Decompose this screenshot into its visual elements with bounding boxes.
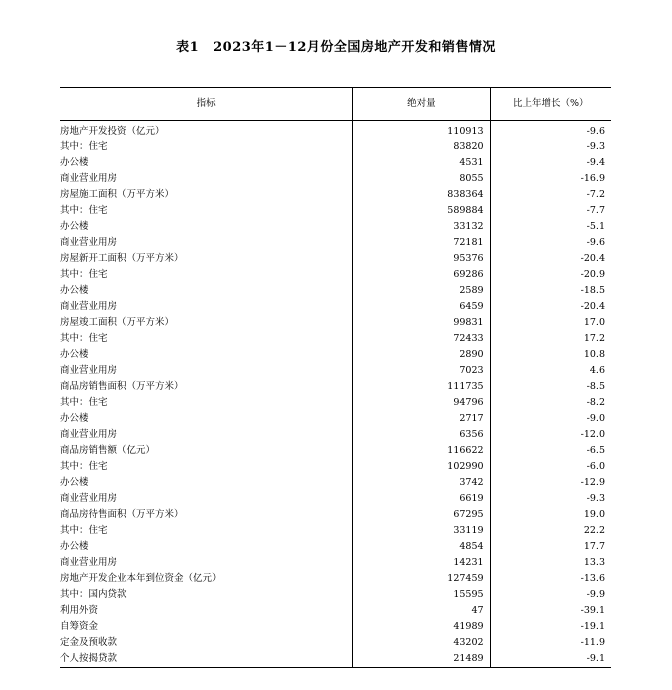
- table-row: [60, 139, 611, 155]
- growth-cell: 4.6: [589, 365, 605, 377]
- table-title: [0, 36, 672, 55]
- indicator-cell: 办公楼: [60, 347, 353, 363]
- table-row: [60, 155, 611, 171]
- indicator-cell: 房地产开发投资（亿元）: [60, 121, 353, 140]
- absolute-value-cell: 4531: [353, 155, 490, 171]
- absolute-value-cell: 67295: [353, 507, 490, 523]
- growth-cell: -9.1: [490, 651, 611, 668]
- absolute-value-cell: 838364: [353, 187, 490, 203]
- growth-cell: -19.1: [580, 621, 605, 633]
- absolute-value-cell: 2890: [353, 347, 490, 363]
- table-row: [60, 587, 611, 603]
- growth-cell: 13.3: [583, 557, 605, 569]
- growth-cell: 19.0: [583, 509, 605, 521]
- growth-cell: -20.9: [580, 269, 605, 281]
- indicator-cell: 商业营业用房: [60, 491, 353, 507]
- table-row: [60, 379, 611, 395]
- growth-cell: -9.9: [586, 589, 605, 601]
- table-row: [60, 363, 611, 379]
- table-row: [60, 619, 611, 635]
- table-header: [60, 88, 611, 121]
- table-row: [60, 427, 611, 443]
- absolute-value-cell: 6619: [353, 491, 490, 507]
- absolute-value-cell: 8055: [353, 171, 490, 187]
- absolute-value-cell: 116622: [353, 443, 490, 459]
- indicator-cell: 办公楼: [60, 539, 353, 555]
- growth-cell: -12.9: [580, 477, 605, 489]
- table-row: [60, 523, 611, 539]
- growth-cell: -6.5: [586, 445, 605, 457]
- table-row: [60, 203, 611, 219]
- table-row: [60, 187, 611, 203]
- indicator-cell: 商业营业用房: [60, 555, 353, 571]
- absolute-value-cell: 2717: [353, 411, 490, 427]
- absolute-value-cell: 72433: [353, 331, 490, 347]
- growth-cell: -18.5: [580, 285, 605, 297]
- table-row: [60, 555, 611, 571]
- growth-cell: -7.2: [586, 189, 605, 201]
- growth-cell: -9.3: [586, 141, 605, 153]
- absolute-value-cell: 127459: [353, 571, 490, 587]
- growth-cell: 22.2: [583, 525, 605, 537]
- absolute-value-cell: 69286: [353, 267, 490, 283]
- indicator-cell: 其中：住宅: [60, 395, 353, 411]
- indicator-cell: 办公楼: [60, 155, 353, 171]
- indicator-cell: 其中：住宅: [60, 331, 353, 347]
- indicator-cell: 利用外资: [60, 603, 353, 619]
- table-row: [60, 283, 611, 299]
- table-row: [60, 235, 611, 251]
- indicator-cell: 房屋新开工面积（万平方米）: [60, 251, 353, 267]
- growth-cell: 17.0: [583, 317, 605, 329]
- indicator-cell: 定金及预收款: [60, 635, 353, 651]
- growth-cell: -11.9: [580, 637, 605, 649]
- absolute-value-cell: 33132: [353, 219, 490, 235]
- absolute-value-cell: 95376: [353, 251, 490, 267]
- table-row: [60, 491, 611, 507]
- growth-cell: -13.6: [580, 573, 605, 585]
- absolute-value-cell: 99831: [353, 315, 490, 331]
- growth-cell: -6.0: [586, 461, 605, 473]
- indicator-cell: 其中：住宅: [60, 523, 353, 539]
- table-row: [60, 171, 611, 187]
- growth-cell: -9.3: [586, 493, 605, 505]
- growth-cell: -8.5: [586, 381, 605, 393]
- absolute-value-cell: 102990: [353, 459, 490, 475]
- table-row: [60, 459, 611, 475]
- growth-cell: -20.4: [580, 253, 605, 265]
- absolute-value-cell: 14231: [353, 555, 490, 571]
- table-title-text: 2023年1－12月份全国房地产开发和销售情况: [213, 40, 496, 55]
- growth-cell: 17.7: [583, 541, 605, 553]
- absolute-value-cell: 72181: [353, 235, 490, 251]
- table-row: [60, 651, 611, 668]
- header-growth: 比上年增长（%）: [490, 88, 611, 121]
- growth-cell: -20.4: [580, 301, 605, 313]
- absolute-value-cell: 3742: [353, 475, 490, 491]
- table-row: [60, 395, 611, 411]
- absolute-value-cell: 43202: [353, 635, 490, 651]
- growth-cell: 17.2: [583, 333, 605, 345]
- header-absolute: 绝对量: [353, 88, 490, 121]
- growth-cell: -39.1: [580, 605, 605, 617]
- table-row: [60, 251, 611, 267]
- absolute-value-cell: 110913: [353, 121, 490, 140]
- absolute-value-cell: 6459: [353, 299, 490, 315]
- table-row: [60, 571, 611, 587]
- absolute-value-cell: 2589: [353, 283, 490, 299]
- indicator-cell: 商业营业用房: [60, 363, 353, 379]
- indicator-cell: 房屋竣工面积（万平方米）: [60, 315, 353, 331]
- absolute-value-cell: 4854: [353, 539, 490, 555]
- table-row: [60, 331, 611, 347]
- indicator-cell: 商业营业用房: [60, 299, 353, 315]
- indicator-cell: 其中：住宅: [60, 203, 353, 219]
- indicator-cell: 房屋施工面积（万平方米）: [60, 187, 353, 203]
- absolute-value-cell: 6356: [353, 427, 490, 443]
- absolute-value-cell: 589884: [353, 203, 490, 219]
- indicator-cell: 办公楼: [60, 283, 353, 299]
- absolute-value-cell: 41989: [353, 619, 490, 635]
- indicator-cell: 办公楼: [60, 219, 353, 235]
- absolute-value-cell: 7023: [353, 363, 490, 379]
- absolute-value-cell: 94796: [353, 395, 490, 411]
- header-row: [60, 88, 611, 121]
- indicator-cell: 办公楼: [60, 475, 353, 491]
- table-body: [60, 121, 611, 668]
- table-row: [60, 475, 611, 491]
- indicator-cell: 房地产开发企业本年到位资金（亿元）: [60, 571, 353, 587]
- statistics-table: [60, 87, 611, 668]
- absolute-value-cell: 83820: [353, 139, 490, 155]
- growth-cell: -7.7: [586, 205, 605, 217]
- indicator-cell: 个人按揭贷款: [60, 651, 353, 668]
- table-row: [60, 635, 611, 651]
- table-row: [60, 507, 611, 523]
- table-row: [60, 219, 611, 235]
- indicator-cell: 自筹资金: [60, 619, 353, 635]
- table-number: 表1: [176, 40, 200, 55]
- table-row: [60, 299, 611, 315]
- growth-cell: 10.8: [583, 349, 605, 361]
- header-indicator: 指标: [60, 88, 353, 121]
- growth-cell: -9.4: [586, 157, 605, 169]
- absolute-value-cell: 47: [353, 603, 490, 619]
- growth-cell: -9.0: [586, 413, 605, 425]
- growth-cell: -8.2: [586, 397, 605, 409]
- absolute-value-cell: 111735: [353, 379, 490, 395]
- indicator-cell: 商业营业用房: [60, 427, 353, 443]
- growth-cell: -9.6: [586, 237, 605, 249]
- indicator-cell: 商业营业用房: [60, 171, 353, 187]
- growth-cell: -9.6: [586, 125, 605, 137]
- indicator-cell: 商品房待售面积（万平方米）: [60, 507, 353, 523]
- table-row: [60, 603, 611, 619]
- table-row: [60, 121, 611, 140]
- table-row: [60, 315, 611, 331]
- table-row: [60, 411, 611, 427]
- indicator-cell: 办公楼: [60, 411, 353, 427]
- indicator-cell: 商业营业用房: [60, 235, 353, 251]
- absolute-value-cell: 21489: [353, 651, 490, 668]
- growth-cell: -5.1: [586, 221, 605, 233]
- indicator-cell: 其中：国内贷款: [60, 587, 353, 603]
- absolute-value-cell: 15595: [353, 587, 490, 603]
- table-row: [60, 267, 611, 283]
- indicator-cell: 其中：住宅: [60, 459, 353, 475]
- table-row: [60, 347, 611, 363]
- indicator-cell: 商品房销售额（亿元）: [60, 443, 353, 459]
- table-row: [60, 443, 611, 459]
- growth-cell: -16.9: [580, 173, 605, 185]
- indicator-cell: 其中：住宅: [60, 267, 353, 283]
- indicator-cell: 其中：住宅: [60, 139, 353, 155]
- indicator-cell: 商品房销售面积（万平方米）: [60, 379, 353, 395]
- absolute-value-cell: 33119: [353, 523, 490, 539]
- table-row: [60, 539, 611, 555]
- growth-cell: -12.0: [580, 429, 605, 441]
